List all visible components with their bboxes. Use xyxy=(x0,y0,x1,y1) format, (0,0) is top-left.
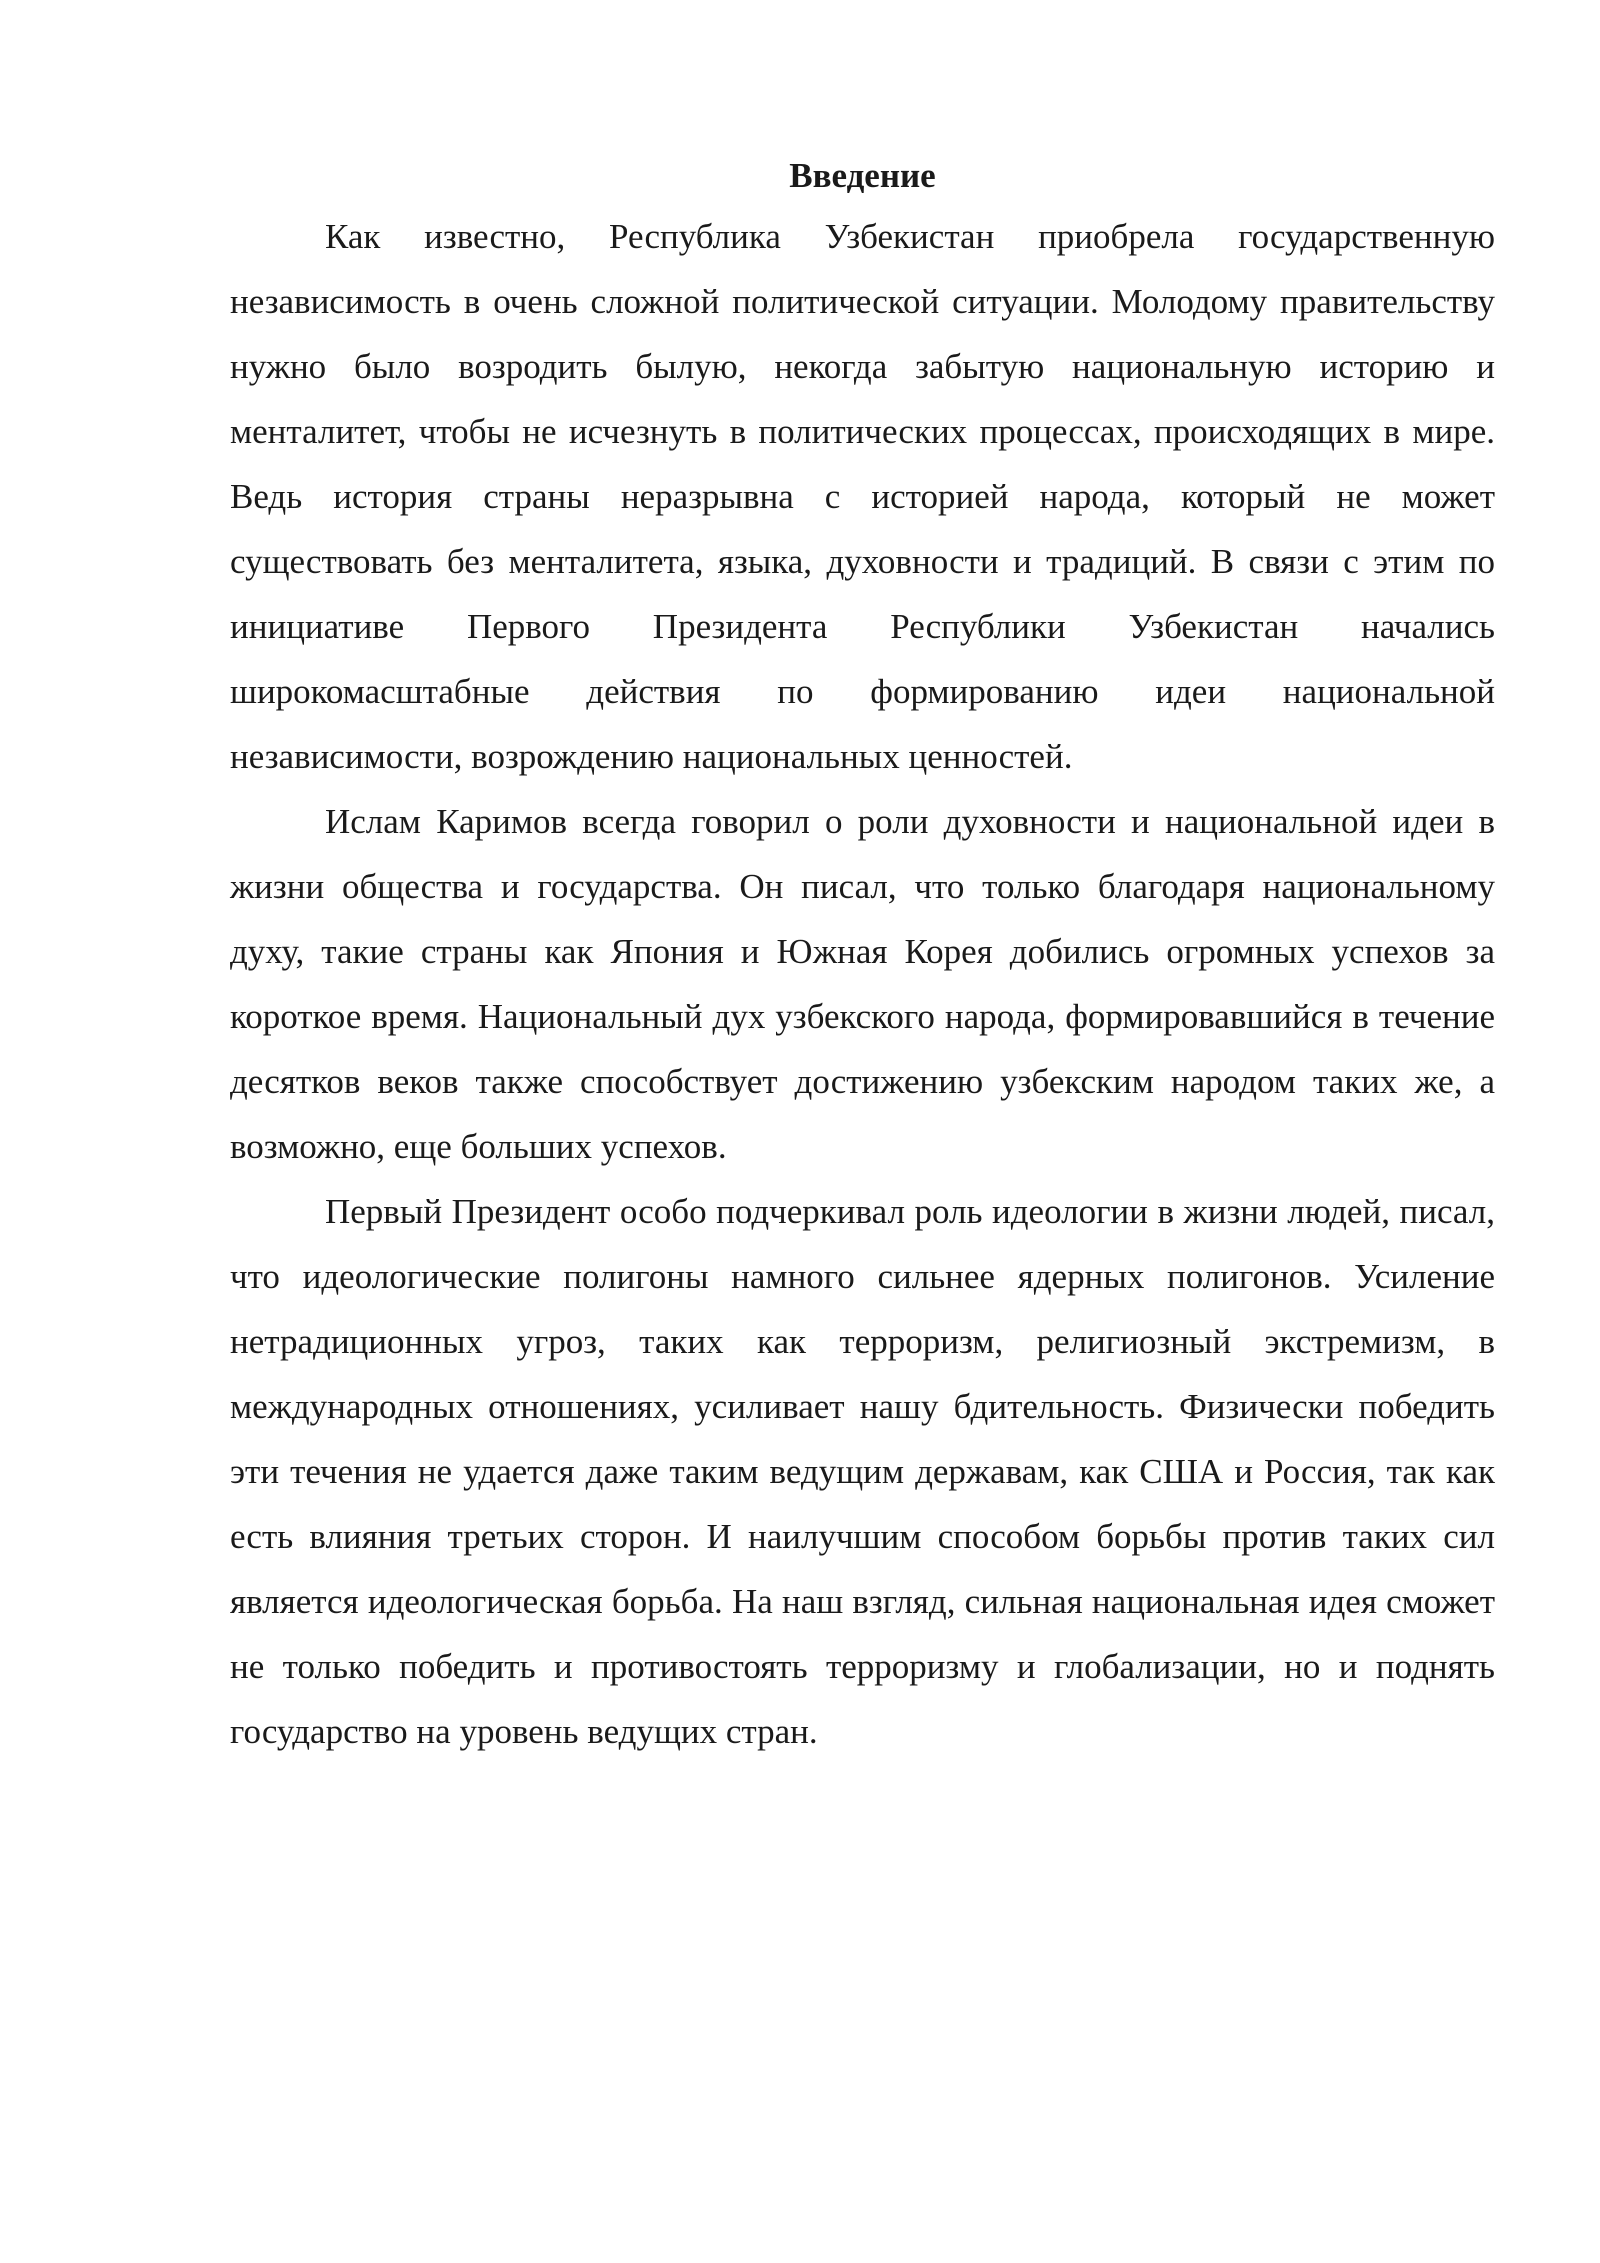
paragraph-1: Как известно, Республика Узбекистан приобрела государственную независимость в очень сложной политической ситуации. Молодому правительству нужно было возродить былую, некогда забытую национальную историю и менталитет, чтобы не исчезнуть в политических процессах, происходящих в мире. Ведь история страны неразрывна с историей народа, который не может существовать без менталитета, языка, духовности и традиций. В связи с этим по инициативе Первого Президента Республики Узбекистан начались широкомасштабные действия по формированию идеи национальной независимости, возрождению национальных ценностей. xyxy=(230,217,1495,776)
document-body xyxy=(230,150,1495,1764)
paragraph-3: Первый Президент особо подчеркивал роль идеологии в жизни людей, писал, что идеологические полигоны намного сильнее ядерных полигонов. Усиление нетрадиционных угроз, таких как терроризм, религиозный экстремизм, в международных отношениях, усиливает нашу бдительность. Физически победить эти течения не удается даже таким ведущим державам, как США и Россия, так как есть влияния третьих сторон. И наилучшим способом борьбы против таких сил является идеологическая борьба. На наш взгляд, сильная национальная идея сможет не только победить и противостоять терроризму и глобализации, но и поднять государство на уровень ведущих стран. xyxy=(230,1192,1495,1751)
paragraph-2: Ислам Каримов всегда говорил о роли духовности и национальной идеи в жизни общества и государства. Он писал, что только благодаря национальному духу, такие страны как Япония и Южная Корея добились огромных успехов за короткое время. Национальный дух узбекского народа, формировавшийся в течение десятков веков также способствует достижению узбекским народом таких же, а возможно, еще больших успехов. xyxy=(230,802,1495,1166)
document-title: Введение xyxy=(789,156,936,195)
